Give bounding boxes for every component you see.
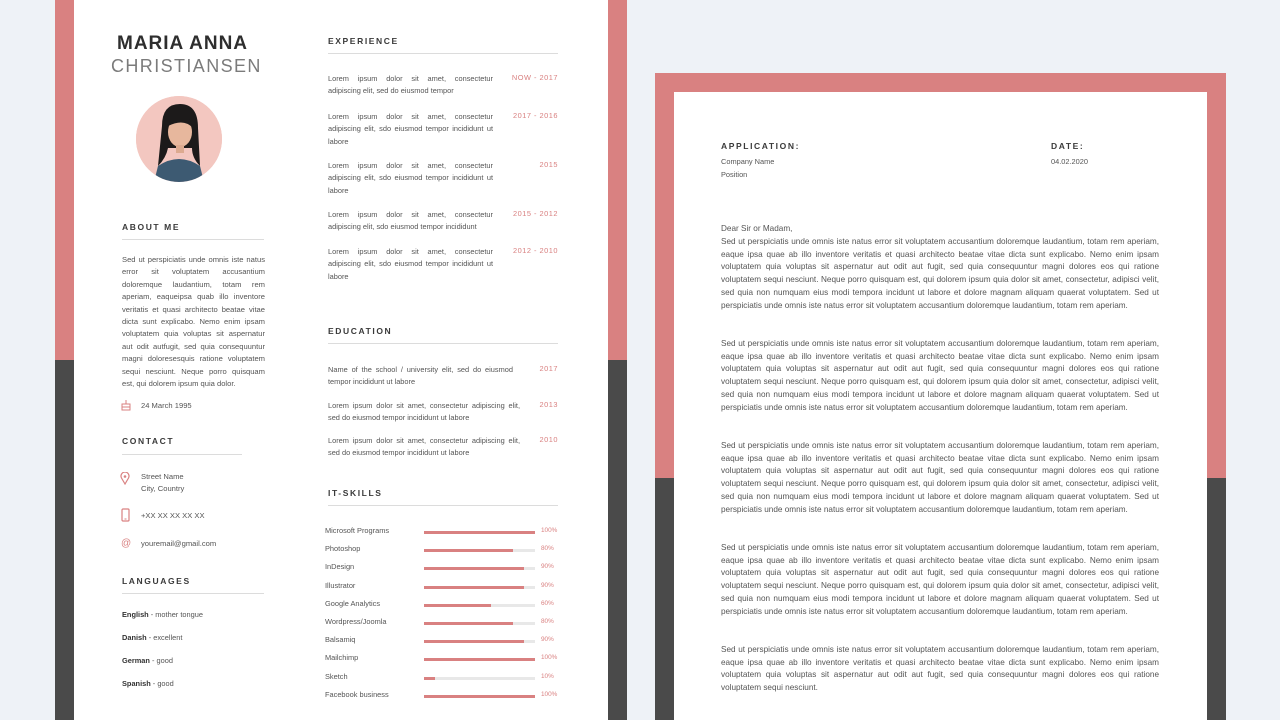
skill-row (325, 599, 561, 611)
skill-bar (424, 640, 535, 643)
position: Position (721, 170, 748, 179)
skill-bar-fill (424, 549, 513, 552)
skill-bar (424, 604, 535, 607)
languages-divider (122, 593, 264, 594)
language-item: Spanish - good (122, 679, 174, 688)
first-name: MARIA ANNA (117, 33, 249, 54)
skill-row (325, 672, 561, 684)
skill-name: InDesign (325, 562, 355, 572)
skill-bar (424, 622, 535, 625)
skill-bar-fill (424, 604, 491, 607)
skill-bar-fill (424, 531, 535, 534)
about-text: Sed ut perspiciatis unde omnis iste natus error sit voluptatem accusantium doloremque laudantium, totam rem aperiam, eaqueipsa quab illo inventore veritatis et quasi architecto beatae vitae dicta sunt explicabo. Nemo enim ipsam voluptatem quia voluptas sit aspernatur aut odit autfugit, sed quia consequuntur magni doloresesquis ratione voluptatem sequi nesciunt. Neque porro quisquam est, qui dolorem ipsum quia dolor. (122, 255, 265, 389)
skill-bar (424, 549, 535, 552)
skill-bar-fill (424, 640, 524, 643)
skills-divider (328, 505, 558, 506)
skill-row (325, 653, 561, 665)
company-name: Company Name (721, 157, 775, 166)
skill-row (325, 635, 561, 647)
experience-item: Lorem ipsum dolor sit amet, consectetur adipiscing elit, sed do eiusmod tempor NOW - 2017 (328, 73, 558, 96)
skill-percent: 90% (541, 636, 554, 644)
letter-date: 04.02.2020 (1051, 157, 1088, 166)
skill-bar (424, 695, 535, 698)
education-item: Lorem ipsum dolor sit amet, consectetur adipiscing elit, sed do eiusmod tempor incididunt ut labore 2013 (328, 400, 558, 423)
skill-percent: 10% (541, 672, 554, 680)
languages-title: LANGUAGES (122, 576, 191, 586)
skill-row (325, 617, 561, 629)
experience-divider (328, 53, 558, 54)
skill-name: Wordpress/Joomla (325, 617, 387, 626)
skill-percent: 80% (541, 618, 554, 625)
skill-bar (424, 677, 535, 680)
phone-icon (121, 508, 130, 527)
skill-name: Facebook business (325, 689, 389, 699)
skill-name: Microsoft Programs (325, 526, 390, 535)
skill-percent: 100% (541, 527, 558, 534)
profile-photo (136, 96, 222, 182)
skill-percent: 60% (541, 599, 554, 607)
language-item: German - good (122, 656, 173, 665)
skill-bar-fill (424, 586, 524, 589)
skill-row (325, 526, 561, 538)
skill-bar (424, 531, 535, 534)
resume-page (55, 0, 627, 720)
skill-percent: 100% (541, 690, 558, 698)
cover-letter-page (655, 73, 1226, 720)
education-item: Name of the school / university elit, sed do eiusmod tempor incididunt ut labore 2017 (328, 364, 558, 387)
phone-number[interactable]: +XX XX XX XX XX (141, 511, 205, 520)
last-name: CHRISTIANSEN (111, 56, 262, 76)
skill-percent: 100% (541, 654, 558, 662)
about-title: ABOUT ME (122, 222, 181, 232)
experience-item: Lorem ipsum dolor sit amet, consectetur adipiscing elit, sdo eiusmod tempor incididunt ut labore 2017 - 2016 (328, 111, 558, 146)
salutation: Dear Sir or Madam, (721, 224, 793, 233)
skill-name: Google Analytics (325, 598, 381, 608)
language-item: English - mother tongue (122, 610, 203, 619)
letter-paragraph: Sed ut perspiciatis unde omnis iste natus error sit voluptatem accusantium doloremque laudantium, totam rem aperiam, eaque ipsa quae ab illo inventore veritatis et quasi architecto beatae vitae dicta sunt explicabo. Nemo enim ipsam voluptatem quia voluptas sit aspernatur aut odit aut fugit, sed quia consequuntur magni dolores eos qui ratione voluptatem sequi nesciunt. Neque porro quisquam est, qui dolorem ipsum quia dolor sit amet, consectetur, adipisci velit, sed quia non numquam eius modi tempora incidunt ut labore et dolore magnam aliquam quaerat voluptatem. Sed ut perspiciatis unde omnis iste natus error sit voluptatem accusantium doloremque laudantium, totam rem aperiam. (721, 441, 1159, 514)
contact-divider (122, 454, 242, 455)
letter-paragraph: Sed ut perspiciatis unde omnis iste natus error sit voluptatem accusantium doloremque laudantium, totam rem aperiam, eaque ipsa quae ab illo inventore veritatis et quasi architecto beatae vitae dicta sunt explicabo. Nemo enim ipsam voluptatem quia voluptas sit aspernatur aut odit aut fugit, sed quia consequuntur magni dolores eos qui ratione voluptatem sequi nesciunt. Neque porro quisquam est, qui dolorem ipsum quia dolor sit amet, consectetur, adipisci velit, sed quia non numquam eius modi tempora incidunt ut labore et dolore magnam aliquam quaerat voluptatem. Sed ut perspiciatis unde omnis iste natus error sit voluptatem accusantium doloremque laudantium, totam rem aperiam. (721, 543, 1159, 616)
skill-name: Photoshop (325, 544, 361, 554)
education-title: EDUCATION (328, 326, 393, 336)
skill-row (325, 581, 561, 593)
experience-item: Lorem ipsum dolor sit amet, consectetur adipiscing elit, sdo eiusmod tempor incididunt 2015 - 2012 (328, 209, 558, 232)
skill-row (325, 544, 561, 556)
application-label: APPLICATION: (721, 141, 801, 151)
skill-name: Balsamiq (325, 635, 356, 645)
education-divider (328, 343, 558, 344)
letter-paragraph: Sed ut perspiciatis unde omnis iste natus error sit voluptatem accusantium doloremque laudantium, totam rem aperiam, eaque ipsa quae ab illo inventore veritatis et quasi architecto beatae vitae dicta sunt explicabo. Nemo enim ipsam voluptatem quia voluptas sit aspernatur aut odit aut fugit, sed quia consequuntur magni dolores eos qui ratione voluptatem sequi nesciunt. Neque porro quisquam est, qui dolorem ipsum quia dolor sit amet, consectetur, adipisci velit, sed quia non numquam eius modi tempora incidunt ut labore et dolore magnam aliquam quaerat voluptatem. Sed ut perspiciatis unde omnis iste natus error sit voluptatem accusantium doloremque laudantium, totam rem aperiam. (721, 237, 1159, 310)
portrait-image (136, 96, 222, 182)
contact-title: CONTACT (122, 436, 175, 446)
letter-paragraph: Sed ut perspiciatis unde omnis iste natus error sit voluptatem accusantium doloremque laudantium, totam rem aperiam, eaque ipsa quae ab illo inventore veritatis et quasi architecto beatae vitae dicta sunt explicabo. Nemo enim ipsam voluptatem quia voluptas sit aspernatur aut odit aut fugit, sed quia consequuntur magni dolores eos qui ratione voluptatem sequi nesciunt. (721, 645, 1159, 693)
letter-sheet (674, 92, 1207, 720)
education-item: Lorem ipsum dolor sit amet, consectetur adipiscing elit, sed do eiusmod tempor incididunt ut labore 2010 (328, 435, 558, 458)
skill-bar-fill (424, 695, 535, 698)
about-divider (122, 239, 264, 240)
skill-name: Sketch (325, 671, 348, 681)
skill-name: Mailchimp (325, 653, 359, 663)
experience-title: EXPERIENCE (328, 36, 399, 46)
city-country: City, Country (141, 484, 185, 493)
email-address[interactable]: youremail@gmail.com (141, 539, 217, 548)
resume-sheet (74, 0, 608, 720)
location-pin-icon (120, 472, 130, 490)
skill-bar-fill (424, 677, 435, 680)
date-label: DATE: (1051, 141, 1085, 151)
birth-date: 24 March 1995 (141, 401, 192, 410)
skill-row (325, 690, 561, 702)
street-name: Street Name (141, 472, 184, 481)
letter-paragraph: Sed ut perspiciatis unde omnis iste natus error sit voluptatem accusantium doloremque laudantium, totam rem aperiam, eaque ipsa quae ab illo inventore veritatis et quasi architecto beatae vitae dicta sunt explicabo. Nemo enim ipsam voluptatem quia voluptas sit aspernatur aut odit aut fugit, sed quia consequuntur magni dolores eos qui ratione voluptatem sequi nesciunt. Neque porro quisquam est, qui dolorem ipsum quia dolor sit amet, consectetur, adipisci velit, sed quia non numquam eius modi tempora incidunt ut labore et dolore magnam aliquam quaerat voluptatem. Sed ut perspiciatis unde omnis iste natus error sit voluptatem accusantium doloremque laudantium, totam rem aperiam. (721, 339, 1159, 412)
skill-bar (424, 567, 535, 570)
language-item: Danish - excellent (122, 633, 183, 642)
cake-icon (121, 399, 131, 414)
skill-row (325, 562, 561, 574)
at-sign-icon: @ (121, 538, 132, 549)
skill-bar (424, 658, 535, 661)
experience-item: Lorem ipsum dolor sit amet, consectetur adipiscing elit, sdo eiusmod tempor incididunt ut labore 2015 (328, 160, 558, 195)
skill-name: Illustrator (325, 580, 356, 590)
skill-bar (424, 586, 535, 589)
skill-percent: 90% (541, 563, 554, 571)
skill-percent: 80% (541, 545, 554, 553)
skill-bar-fill (424, 622, 513, 625)
skill-bar-fill (424, 567, 524, 570)
skill-bar-fill (424, 658, 535, 661)
experience-item: Lorem ipsum dolor sit amet, consectetur adipiscing elit, sdo eiusmod tempor incididunt ut labore 2012 - 2010 (328, 246, 558, 281)
skill-percent: 90% (541, 581, 554, 589)
skills-title: IT-SKILLS (328, 488, 383, 498)
